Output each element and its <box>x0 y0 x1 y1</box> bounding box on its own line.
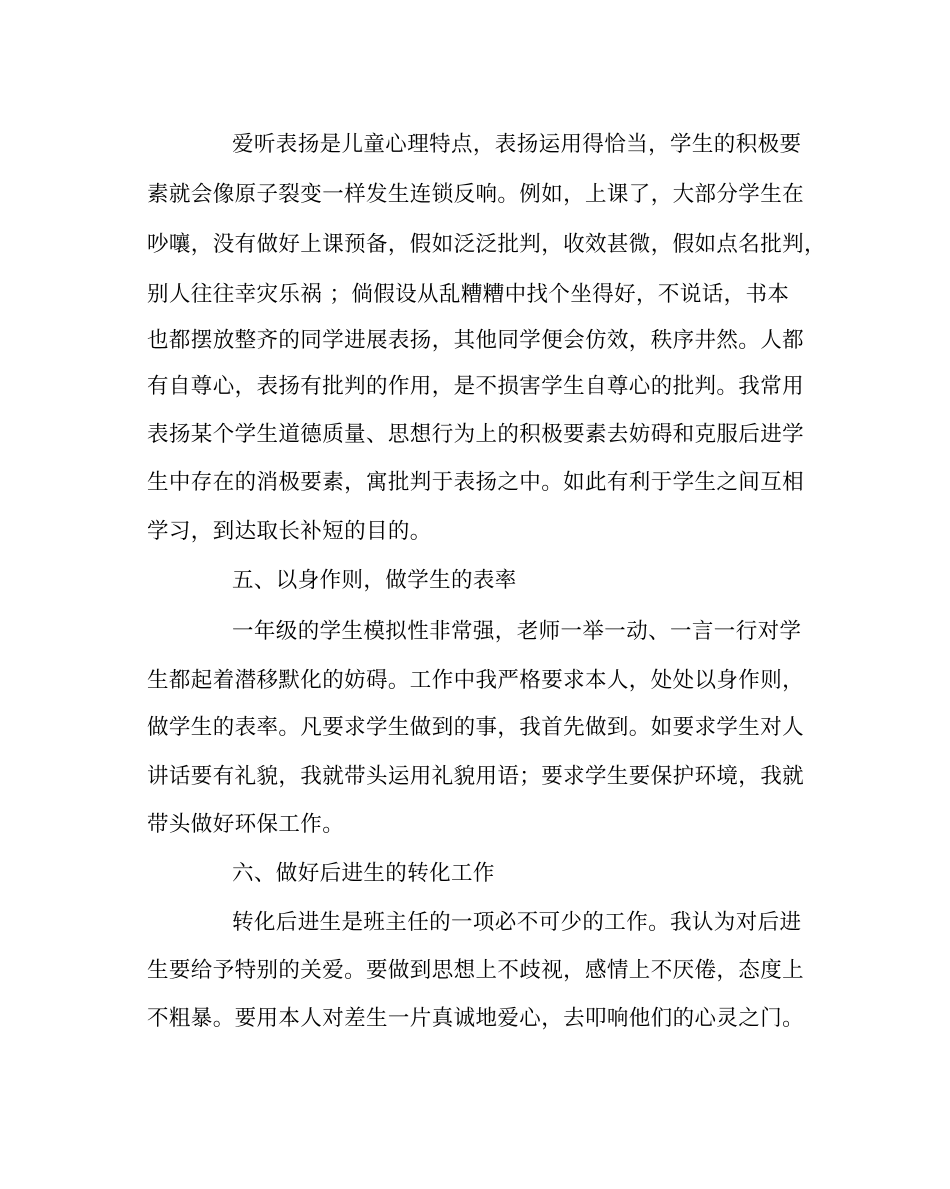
paragraph-1-line-3: 吵嚷，没有做好上课预备，假如泛泛批判，收效甚微，假如点名批判， <box>147 232 826 257</box>
paragraph-1-line-2: 素就会像原子裂变一样发生连锁反响。例如，上课了，大部分学生在 <box>147 182 805 207</box>
paragraph-1-line-7: 表扬某个学生道德质量、思想行为上的积极要素去妨碍和克服后进学 <box>147 422 805 447</box>
paragraph-1-line-6: 有自尊心，表扬有批判的作用，是不损害学生自尊心的批判。我常用 <box>147 374 805 399</box>
paragraph-2-line-1: 一年级的学生模拟性非常强，老师一举一动、一言一行对学 <box>232 619 802 644</box>
paragraph-3-line-2: 生要给予特别的关爱。要做到思想上不歧视，感情上不厌倦，态度上 <box>147 958 805 983</box>
paragraph-2-line-3: 做学生的表率。凡要求学生做到的事，我首先做到。如要求学生对人 <box>147 715 805 740</box>
paragraph-2-line-5: 带头做好环保工作。 <box>147 812 345 837</box>
paragraph-1-line-1: 爱听表扬是儿童心理特点，表扬运用得恰当，学生的积极要 <box>232 132 802 157</box>
paragraph-2-line-4: 讲话要有礼貌，我就带头运用礼貌用语；要求学生要保护环境，我就 <box>147 764 805 789</box>
paragraph-2-line-2: 生都起着潜移默化的妨碍。工作中我严格要求本人，处处以身作则， <box>147 668 805 693</box>
paragraph-1-line-8: 生中存在的消极要素，寓批判于表扬之中。如此有利于学生之间互相 <box>147 470 805 495</box>
paragraph-3-line-1: 转化后进生是班主任的一项必不可少的工作。我认为对后进 <box>232 910 802 935</box>
paragraph-1-line-9: 学习，到达取长补短的目的。 <box>147 519 432 544</box>
paragraph-1-line-4: 别人往往幸灾乐祸 ；倘假设从乱糟糟中找个坐得好，不说话，书本 <box>147 282 790 307</box>
paragraph-1-line-5: 也都摆放整齐的同学进展表扬，其他同学便会仿效，秩序井然。人都 <box>147 328 805 353</box>
section-heading-6: 六、做好后进生的转化工作 <box>232 861 495 886</box>
paragraph-3-line-3: 不粗暴。要用本人对差生一片真诚地爱心，去叩响他们的心灵之门。 <box>147 1006 805 1031</box>
section-heading-5: 五、以身作则，做学生的表率 <box>232 568 517 593</box>
